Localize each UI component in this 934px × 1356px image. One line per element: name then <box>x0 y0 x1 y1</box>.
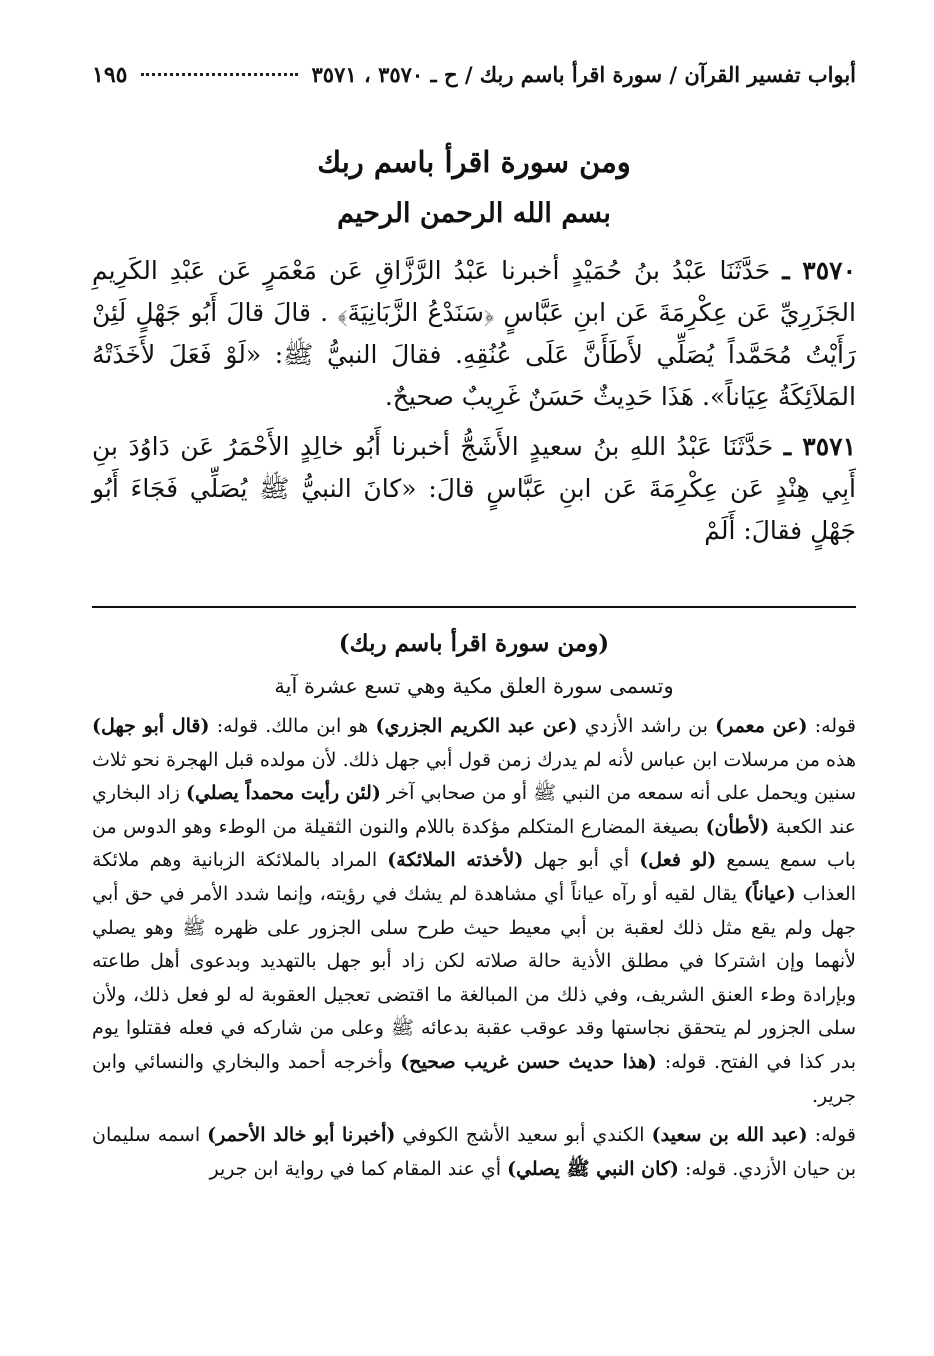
page-number: ١٩٥ <box>92 62 128 88</box>
commentary-paragraph-2 <box>92 1119 856 1186</box>
lemma: (لأخذته الملائكة) <box>387 849 524 872</box>
basmala: بسم الله الرحمن الرحيم <box>337 198 611 229</box>
dotted-leader <box>141 61 297 76</box>
commentary-text: اسمه سليمان بن حيان الأزدي. قوله: <box>92 1124 856 1180</box>
lemma: (عبد الله بن سعيد) <box>651 1124 808 1147</box>
commentary-text: هذه من مرسلات ابن عباس لأنه لم يدرك زمن قول أبي جهل ذلك. لأن مولده قبل الهجرة نحو ثلاث سنين ويحمل على أنه سمعه من النبي ﷺ أو من صحابي آخر <box>92 748 856 805</box>
footnote-divider <box>92 606 856 608</box>
hadith-3571 <box>92 426 856 552</box>
hadith-text: حَدَّثَنَا عَبْدُ بنُ حُمَيْدٍ أخبرنا عَبْدُ الرَّزَّاقِ عَن مَعْمَرٍ عَن عَبْدِ الكَرِيمِ الجَزَرِيِّ عَن عِكْرِمَةَ عَن ابنِ عَبَّاسٍ ﴿سَنَدْعُ الزَّبَانِيَةَ﴾ . قالَ قالَ أَبُو جَهْلٍ لَئِنْ رَأَيْتُ مُحَمَّداً يُصَلِّي لأَطَأَنَّ عَلَى عُنُقِهِ. فقالَ النبيُّ ﷺ: «لَوْ فَعَلَ لأَخَذَتْهُ المَلاَئِكَةُ عِيَاناً». هَذَا حَدِيثٌ حَسَنٌ غَرِيبٌ صحيحٌ. <box>92 256 857 411</box>
lemma: (لئن رأيت محمداً يصلي) <box>185 782 381 805</box>
commentary-text: بصيغة المضارع المتكلم مؤكدة باللام والنون الثقيلة من الوطء وهو الدوس من باب سمع يسمع <box>92 815 856 872</box>
commentary-text: يقال لقيه أو رآه عياناً أي مشاهدة لم يشك في رؤيته، وإنما شدد الأمر في حق أبي جهل ولم يقع مثل ذلك لعقبة بن أبي معيط حيث طرح سلى الجزور على ظهره ﷺ وهو يصلي لأنهما وإن اشتركا في مطلق الأذية حالة صلاته لكن زاد أبو جهل بالتهديد وبدعوى أهل طاعته وبإرادة وطء العنق الشريف، وفي ذلك من المبالغة ما اقتضى تعجيل العقوبة له لو فعل ذلك، ولأن سلى الجزور لم يتحقق نجاستها وقد عوقب عقبة بدعائه ﷺ وعلى من شاركه في فعله فقتلوا يوم بدر كذا في الفتح. قوله: <box>92 882 856 1073</box>
lemma: (كان النبي ﷺ يصلي) <box>507 1157 679 1180</box>
lemma: (عن عبد الكريم الجزري) <box>375 715 578 737</box>
commentary-title: (ومن سورة اقرأ باسم ربك) <box>338 630 610 657</box>
lemma: (هذا حديث حسن غريب صحيح) <box>400 1050 657 1073</box>
hadith-text: حَدَّثَنَا عَبْدُ اللهِ بنُ سعيدٍ الأَشَجُّ أخبرنا أَبُو خالِدٍ الأَحْمَرُ عَن دَاوُدَ بنِ أَبِي هِنْدٍ عَن عِكْرِمَةَ عَن ابنِ عَبَّاسٍ قالَ: «كانَ النبيُّ ﷺ يُصَلِّي فَجَاءَ أَبُو جَهْلٍ فقالَ: أَلَمْ <box>92 432 856 545</box>
commentary-text: المراد بالملائكة الزبانية وهم ملائكة العذاب <box>92 849 856 905</box>
hadith-number: ٣٥٧١ ـ <box>783 432 856 461</box>
lemma: (عن معمر) <box>715 715 808 737</box>
lemma: (عياناً) <box>743 882 796 905</box>
lemma: (لأطأن) <box>705 815 770 838</box>
commentary-text: وأخرجه أحمد والبخاري والنسائي وابن جرير. <box>92 1050 856 1107</box>
lemma: (أخبرنا أبو خالد الأحمر) <box>207 1124 396 1147</box>
hadith-number: ٣٥٧٠ ـ <box>782 256 856 285</box>
chapter-title: ومن سورة اقرأ باسم ربك <box>317 145 631 179</box>
commentary-text: قوله: <box>807 1124 856 1147</box>
hadith-3570 <box>92 250 856 418</box>
commentary-subtitle: وتسمى سورة العلق مكية وهي تسع عشرة آية <box>274 674 674 698</box>
running-title: أبواب تفسير القرآن / سورة اقرأ باسم ربك / ح ـ ٣٥٧٠ ، ٣٥٧١ <box>311 62 856 87</box>
commentary-text: بن راشد الأزدي <box>577 715 716 737</box>
commentary-text: زاد البخاري عند الكعبة <box>92 782 856 838</box>
commentary-paragraph-1 <box>92 710 856 1113</box>
commentary-text: قوله: <box>807 715 856 737</box>
lemma: (لو فعل) <box>639 849 717 872</box>
lemma: (قال أبو جهل) <box>92 715 210 737</box>
page-header <box>92 62 856 106</box>
commentary-text: الكندي أبو سعيد الأشج الكوفي <box>395 1124 652 1147</box>
commentary-text: هو ابن مالك. قوله: <box>209 715 376 737</box>
commentary-text: أي عند المقام كما في رواية ابن جرير <box>209 1157 508 1180</box>
commentary-text: أي أبو جهل <box>523 849 640 872</box>
